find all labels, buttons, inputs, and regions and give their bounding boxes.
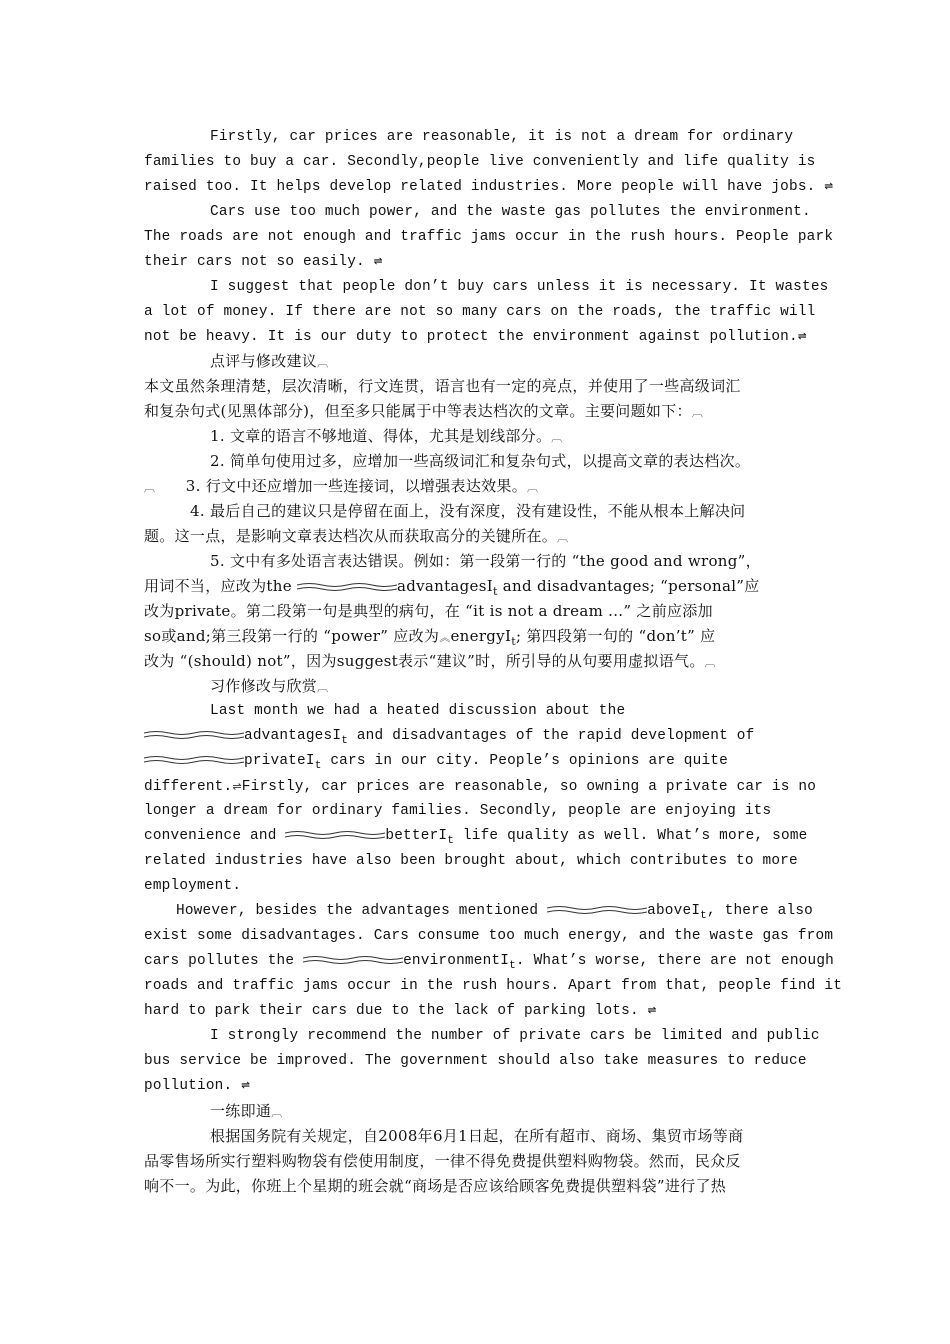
chevron-up-icon: ︽: [439, 631, 451, 644]
essay-line-1: Firstly, car prices are reasonable, it is not a dream for ordinary: [210, 129, 794, 145]
revision-line-15: bus service be improved. The government should also take measures to reduce: [144, 1053, 807, 1069]
practice-line-3: 响不一。为此，你班上个星期的班会就“商场是否应该给顾客免费提供塑料袋”进行了热: [144, 1177, 727, 1195]
section-heading-practice: 一练即通︹: [210, 1102, 283, 1120]
paragraph-mark-icon: ︹: [691, 406, 704, 419]
revision-line-8: employment.: [144, 878, 242, 894]
paragraph-mark-icon: ︹: [527, 481, 539, 494]
revision-line-14: I strongly recommend the number of private cars be limited and public: [210, 1028, 820, 1044]
review-item-2: 2. 简单句使用过多，应增加一些高级词汇和复杂句式，以提高文章的表达档次。: [210, 452, 751, 470]
review-line-2: 和复杂句式(见黑体部分)，但至多只能属于中等表达档次的文章。主要问题如下：︹: [144, 402, 704, 420]
text-cursor-icon: $I_t$: [504, 627, 516, 648]
revision-line-13: hard to park their cars due to the lack of parking lots. ⇌: [144, 1003, 657, 1019]
paragraph-mark-icon: ︹: [271, 1106, 283, 1119]
revision-line-12: roads and traffic jams occur in the rush hours. Apart from that, people find it: [144, 978, 843, 994]
text-cursor-icon: $I_t$: [332, 728, 349, 747]
essay-line-7: I suggest that people don’t buy cars unless it is necessary. It wastes: [210, 279, 829, 295]
practice-line-1: 根据国务院有关规定，自2008年6月1日起，在所有超市、商场、集贸市场等商: [210, 1127, 744, 1145]
essay-line-4: Cars use too much power, and the waste gas pollutes the environment.: [210, 204, 811, 220]
review-item-5-line-4: so或and;第三段第一行的 “power” 应改为︽energyI$_t$; 第四段第一句的 “don’t” 应: [144, 627, 716, 648]
practice-line-2: 品零售场所实行塑料购物袋有偿使用制度，一律不得免费提供塑料购物袋。然而，民众反: [144, 1152, 741, 1170]
wavy-underline: [297, 581, 397, 593]
paragraph-mark-icon: ︹: [551, 431, 563, 444]
text-cursor-icon: $I_t$: [500, 953, 516, 972]
essay-line-8: a lot of money. If there are not so many cars on the roads, the traffic will: [144, 304, 816, 320]
review-item-1: 1. 文章的语言不够地道、得体，尤其是划线部分。︹: [210, 427, 563, 445]
revision-line-5: longer a dream for ordinary families. Secondly, people are enjoying its: [144, 803, 772, 819]
review-item-5: 5. 文中有多处语言表达错误。例如：第一段第一行的 “the good and wrong”，: [210, 552, 761, 570]
essay-line-3: raised too. It helps develop related industries. More people will have jobs. ⇌: [144, 179, 834, 195]
text-cursor-icon: $I_t$: [691, 903, 707, 922]
wavy-underline: [144, 754, 244, 766]
essay-line-5: The roads are not enough and traffic jams occur in the rush hours. People park: [144, 229, 834, 245]
wavy-underline: [303, 954, 403, 966]
return-arrow-icon: ⇌: [232, 780, 242, 793]
review-item-5-line-3: 改为private。第二段第一句是典型的病句，在 “it is not a dream ...” 之前应添加: [144, 602, 713, 620]
review-item-5-line-2: 用词不当，应改为the advantagesI$_t$ and disadvantages; “personal”应: [144, 577, 760, 598]
wavy-underline: [285, 829, 385, 841]
revision-line-10: exist some disadvantages. Cars consume too much energy, and the waste gas from: [144, 928, 834, 944]
text-cursor-icon: $I_t$: [438, 828, 455, 847]
section-heading-review: 点评与修改建议︹: [210, 352, 329, 370]
paragraph-mark-icon: ︹: [144, 481, 156, 494]
paragraph-mark-icon: ︹: [317, 356, 329, 369]
revision-line-2: advantagesI$_t$ and disadvantages of the rapid development of: [144, 724, 754, 750]
review-item-4-cont: 题。这一点，是影响文章表达档次从而获取高分的关键所在。︹: [144, 527, 569, 545]
revision-line-9: However, besides the advantages mentioned aboveI$_t$, there also: [176, 903, 813, 922]
text-cursor-icon: $I_t$: [305, 753, 322, 772]
wavy-underline: [144, 729, 244, 741]
essay-line-6: their cars not so easily. ⇌: [144, 254, 383, 270]
revision-line-4: different.⇌Firstly, car prices are reasonable, so owning a private car is no: [144, 779, 817, 795]
revision-line-3: privateI$_t$ cars in our city. People’s opinions are quite: [144, 749, 728, 775]
revision-line-11: cars pollutes the environmentI$_t$. What’s worse, there are not enough: [144, 953, 835, 972]
revision-line-1: Last month we had a heated discussion about the: [210, 703, 626, 719]
essay-line-9: not be heavy. It is our duty to protect the environment against pollution.⇌: [144, 329, 807, 345]
review-item-4: 4. 最后自己的建议只是停留在面上，没有深度，没有建设性，不能从根本上解决问: [190, 502, 746, 520]
revision-line-7: related industries have also been brought about, which contributes to more: [144, 853, 798, 869]
review-item-3: ︹ 3. 行文中还应增加一些连接词，以增强表达效果。︹: [144, 477, 539, 495]
section-heading-revision: 习作修改与欣赏︹: [210, 677, 329, 695]
essay-line-2: families to buy a car. Secondly,people live conveniently and life quality is: [144, 154, 816, 170]
paragraph-mark-icon: ︹: [704, 656, 716, 669]
revision-line-16: pollution. ⇌: [144, 1078, 251, 1094]
paragraph-mark-icon: ︹: [317, 681, 329, 694]
wavy-underline: [547, 904, 647, 916]
review-line-1: 本文虽然条理清楚，层次清晰，行文连贯，语言也有一定的亮点，并使用了一些高级词汇: [144, 377, 741, 395]
text-cursor-icon: $I_t$: [486, 577, 498, 598]
paragraph-mark-icon: ︹: [557, 531, 569, 544]
review-item-5-line-5: 改为 “(should) not”，因为suggest表示“建议”时，所引导的从句要用虚拟语气。︹: [144, 652, 716, 670]
revision-line-6: convenience and betterI$_t$ life quality as well. What’s more, some: [144, 828, 808, 847]
